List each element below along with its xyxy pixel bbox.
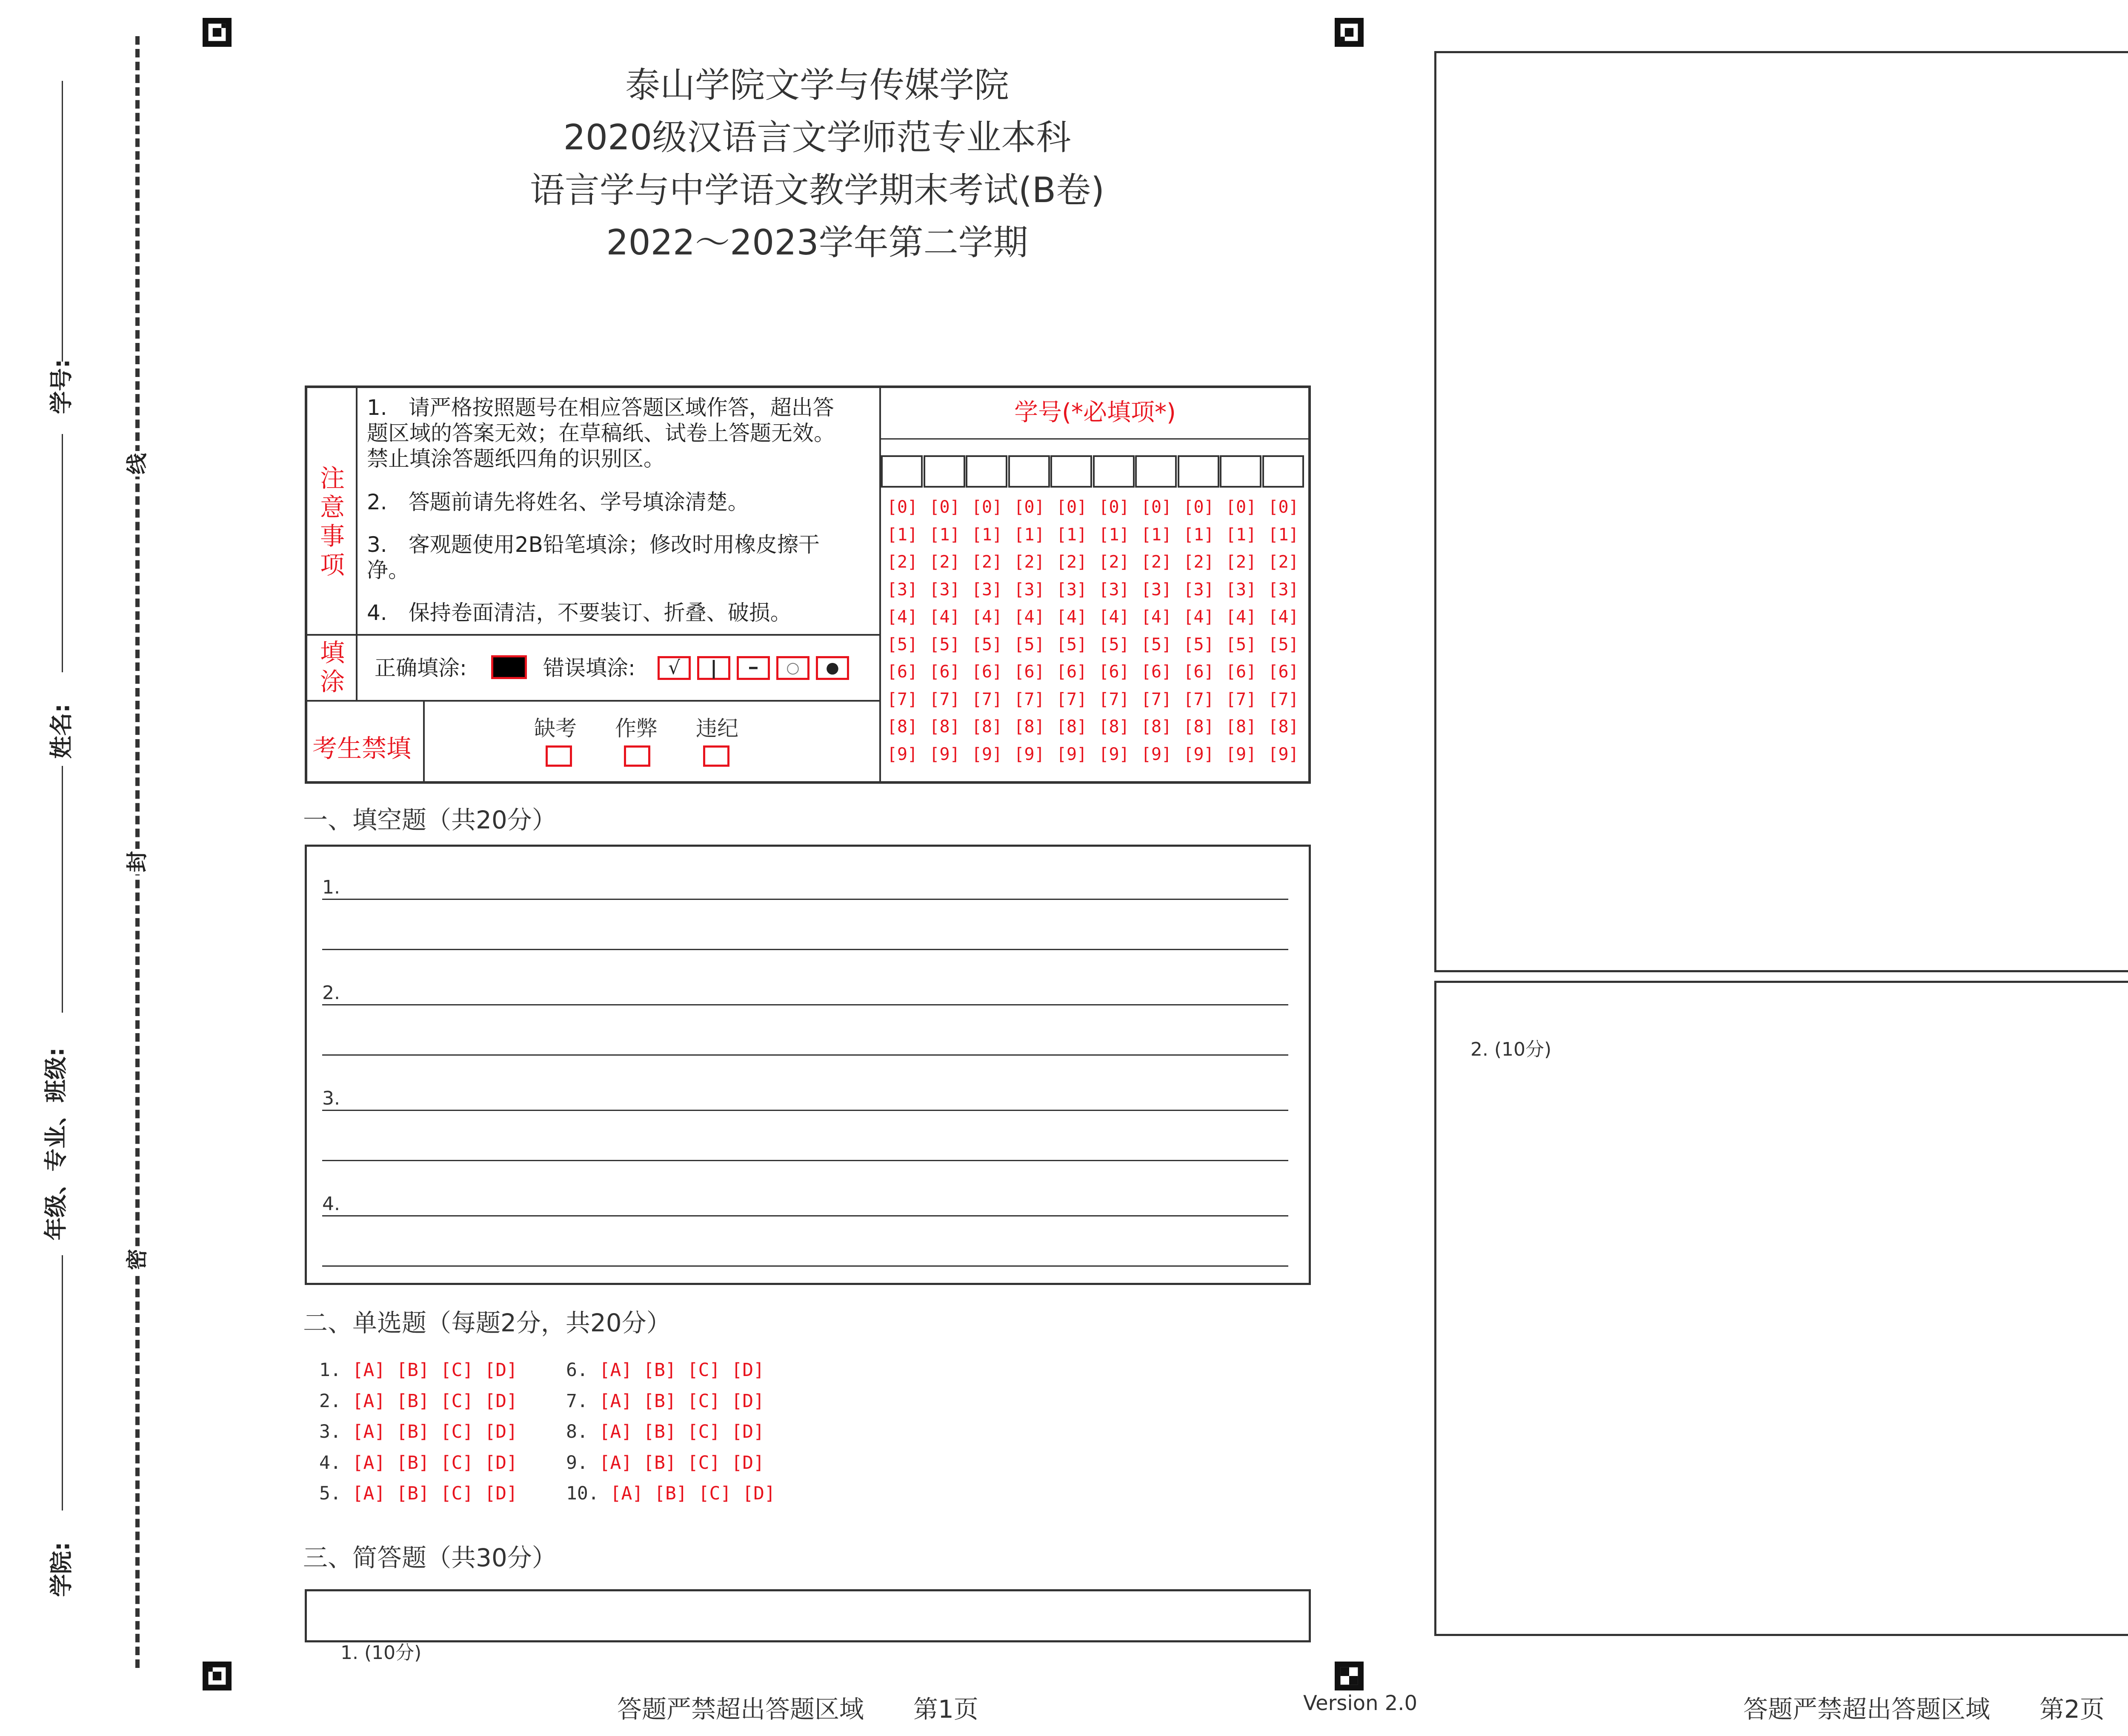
student-id-digit-column: [966, 494, 1008, 768]
student-id-digit-bubble[interactable]: [8]: [971, 717, 1003, 737]
seal-char-line: 线: [124, 451, 150, 477]
choice-options[interactable]: [A] [B] [C] [D]: [352, 1421, 518, 1442]
student-id-entry-cell[interactable]: [966, 455, 1007, 488]
footer-version: Version 2.0: [1303, 1691, 1418, 1715]
student-id-digit-bubble[interactable]: [7]: [1056, 689, 1087, 709]
student-id-digit-bubble[interactable]: [7]: [1183, 689, 1214, 709]
student-id-digit-bubble[interactable]: [1]: [1056, 525, 1087, 545]
student-id-digit-bubble[interactable]: [6]: [1183, 662, 1214, 682]
student-id-digit-bubble[interactable]: [2]: [1141, 552, 1172, 572]
student-id-digit-bubble[interactable]: [2]: [971, 552, 1003, 572]
student-id-entry-cell[interactable]: [881, 455, 923, 488]
student-id-digit-bubble[interactable]: [0]: [1183, 497, 1214, 517]
student-id-entry-cell[interactable]: [1262, 455, 1304, 488]
choice-question-row: [319, 1421, 518, 1442]
student-id-digit-bubble[interactable]: [4]: [1183, 607, 1214, 627]
student-id-digit-bubble[interactable]: [5]: [1014, 634, 1045, 654]
choice-options[interactable]: [A] [B] [C] [D]: [352, 1359, 518, 1381]
student-id-digit-bubble[interactable]: [2]: [1056, 552, 1087, 572]
choice-options[interactable]: [A] [B] [C] [D]: [352, 1390, 518, 1412]
section3-q1-label: 1. (10分): [340, 1642, 422, 1664]
choice-question-number: 1.: [319, 1359, 341, 1381]
section1-title: 一、填空题（共20分）: [303, 805, 557, 834]
student-id-digit-bubble[interactable]: [6]: [1098, 662, 1130, 682]
student-id-digit-bubble[interactable]: [8]: [1225, 717, 1257, 737]
student-id-entry-cell[interactable]: [1135, 455, 1177, 488]
student-id-digit-bubble[interactable]: [5]: [1141, 634, 1172, 654]
section3-title: 三、简答题（共30分）: [303, 1543, 557, 1572]
notice-item-4: 4. 保持卷面清洁，不要装订、折叠、破损。: [367, 600, 792, 625]
blank-2-label: 2.: [322, 982, 340, 1004]
student-id-digit-bubble[interactable]: [4]: [929, 607, 960, 627]
correct-fill-sample: [491, 655, 527, 679]
blank-2-line-a[interactable]: [322, 1004, 1288, 1005]
student-id-digit-bubble[interactable]: [0]: [1268, 497, 1299, 517]
student-id-digit-bubble[interactable]: [8]: [1014, 717, 1045, 737]
margin-label-class: 年级、专业、班级:: [42, 1047, 69, 1241]
corner-marker-top-left: [203, 18, 232, 47]
choice-question-number: 3.: [319, 1421, 341, 1442]
title-line-3: 语言学与中学语文教学期末考试(B卷): [529, 170, 1105, 211]
student-id-digit-bubble[interactable]: [9]: [1098, 744, 1130, 764]
title-line-1: 泰山学院文学与传媒学院: [625, 65, 1009, 106]
notice-forbidden-divider: [305, 700, 880, 702]
margin-label-name: 姓名:: [48, 703, 75, 759]
absent-label: 缺考: [534, 716, 577, 741]
choice-question-row: [566, 1452, 764, 1473]
margin-label-college: 学院:: [48, 1542, 75, 1597]
student-id-digit-bubble[interactable]: [9]: [929, 744, 960, 764]
section1-answer-box: [305, 845, 1311, 1285]
forbidden-label: 考生禁填: [312, 734, 412, 763]
student-id-digit-bubble[interactable]: [9]: [971, 744, 1003, 764]
choice-options[interactable]: [A] [B] [C] [D]: [352, 1452, 518, 1473]
student-id-digit-bubble[interactable]: [2]: [929, 552, 960, 572]
title-line-4: 2022～2023学年第二学期: [606, 223, 1028, 263]
student-id-digit-bubble[interactable]: [9]: [1056, 744, 1087, 764]
choice-question-row: [566, 1421, 764, 1442]
student-id-digit-bubble[interactable]: [1]: [1141, 525, 1172, 545]
student-id-digit-bubble[interactable]: [4]: [971, 607, 1003, 627]
student-id-digit-bubble[interactable]: [3]: [1056, 580, 1087, 600]
student-id-digit-bubble[interactable]: [6]: [1014, 662, 1045, 682]
student-id-digit-bubble[interactable]: [8]: [1183, 717, 1214, 737]
choice-question-number: 5.: [319, 1483, 341, 1504]
blank-2-line-b[interactable]: [322, 1054, 1288, 1056]
student-id-digit-bubble[interactable]: [1]: [1225, 525, 1257, 545]
student-id-digit-bubble[interactable]: [3]: [1268, 580, 1299, 600]
student-id-digit-bubble[interactable]: [7]: [1268, 689, 1299, 709]
fill-heading: 填 涂: [320, 638, 345, 696]
student-id-digit-bubble[interactable]: [3]: [1098, 580, 1130, 600]
student-id-digit-bubble[interactable]: [2]: [1183, 552, 1214, 572]
student-id-digit-bubble[interactable]: [0]: [929, 497, 960, 517]
student-id-digit-bubble[interactable]: [4]: [1014, 607, 1045, 627]
wrong-fill-dash: ━: [737, 656, 770, 680]
choice-question-row: [566, 1483, 775, 1504]
student-id-digit-bubble[interactable]: [4]: [1141, 607, 1172, 627]
student-id-digit-bubble[interactable]: [7]: [929, 689, 960, 709]
student-id-digit-bubble[interactable]: [7]: [1225, 689, 1257, 709]
student-id-digit-bubble[interactable]: [7]: [1098, 689, 1130, 709]
student-id-digit-bubble[interactable]: [7]: [1141, 689, 1172, 709]
student-id-digit-bubble[interactable]: [4]: [1056, 607, 1087, 627]
section3-q1-box[interactable]: [305, 1589, 1311, 1642]
blank-1-label: 1.: [322, 877, 340, 898]
corner-marker-top-center: [1335, 18, 1364, 47]
student-id-digit-bubble[interactable]: [8]: [1268, 717, 1299, 737]
student-id-digit-bubble[interactable]: [7]: [971, 689, 1003, 709]
notice-fill-divider: [305, 634, 880, 636]
student-id-digit-bubble[interactable]: [2]: [1225, 552, 1257, 572]
student-id-digit-bubble[interactable]: [3]: [1183, 580, 1214, 600]
student-id-digit-bubble[interactable]: [1]: [1183, 525, 1214, 545]
footer-page2: 答题严禁超出答题区域 第2页: [1743, 1695, 2105, 1724]
choice-options[interactable]: [A] [B] [C] [D]: [599, 1359, 764, 1381]
student-id-digit-column: [1008, 494, 1051, 768]
blank-4-line-b[interactable]: [322, 1265, 1288, 1267]
student-id-digit-bubble[interactable]: [6]: [1141, 662, 1172, 682]
blank-4-line-a[interactable]: [322, 1215, 1288, 1216]
notice-item-1: 1. 请严格按照题号在相应答题区域作答，超出答题区域的答案无效；在草稿纸、试卷上答题无效。禁止填涂答题纸四角的识别区。: [367, 395, 835, 471]
student-id-digit-bubble[interactable]: [8]: [929, 717, 960, 737]
student-id-digit-bubble[interactable]: [0]: [1056, 497, 1087, 517]
student-id-digit-bubble[interactable]: [3]: [971, 580, 1003, 600]
violation-label: 违纪: [696, 716, 738, 741]
blank-4-label: 4.: [322, 1193, 340, 1215]
student-id-digit-bubble[interactable]: [6]: [971, 662, 1003, 682]
student-id-digit-bubble[interactable]: [1]: [1098, 525, 1130, 545]
student-id-entry-cell[interactable]: [1050, 455, 1092, 488]
student-id-digit-bubble[interactable]: [2]: [1014, 552, 1045, 572]
choice-options[interactable]: [A] [B] [C] [D]: [610, 1483, 775, 1504]
college-write-line: [62, 1255, 63, 1510]
student-id-entry-cell[interactable]: [1093, 455, 1135, 488]
student-id-digit-bubble[interactable]: [4]: [1268, 607, 1299, 627]
student-id-digit-bubble[interactable]: [1]: [1014, 525, 1045, 545]
notice-heading-divider: [356, 385, 358, 700]
choice-options[interactable]: [A] [B] [C] [D]: [599, 1421, 764, 1442]
student-id-digit-bubble[interactable]: [2]: [887, 552, 918, 572]
margin-label-student-id: 学号:: [48, 359, 75, 414]
student-id-digit-bubble[interactable]: [0]: [971, 497, 1003, 517]
student-id-entry-cell[interactable]: [1220, 455, 1261, 488]
choice-question-number: 10.: [566, 1483, 599, 1504]
student-id-digit-bubble[interactable]: [6]: [1225, 662, 1257, 682]
wrong-fill-dot: ●: [816, 656, 849, 680]
notice-item-3: 3. 客观题使用2B铅笔填涂；修改时用橡皮擦干净。: [367, 532, 820, 582]
blank-3-label: 3.: [322, 1088, 340, 1109]
student-id-digit-bubble[interactable]: [3]: [1225, 580, 1257, 600]
choice-question-row: [566, 1359, 764, 1381]
blank-3-line-b[interactable]: [322, 1160, 1288, 1161]
section2-title: 二、单选题（每题2分，共20分）: [303, 1308, 671, 1337]
choice-question-row: [319, 1452, 518, 1473]
student-id-digit-bubble[interactable]: [5]: [1183, 634, 1214, 654]
choice-question-number: 4.: [319, 1452, 341, 1473]
wrong-fill-bar: |: [697, 656, 730, 680]
student-id-digit-bubble[interactable]: [8]: [1098, 717, 1130, 737]
student-id-digit-bubble[interactable]: [5]: [1098, 634, 1130, 654]
student-id-digit-bubble[interactable]: [6]: [887, 662, 918, 682]
choice-question-number: 9.: [566, 1452, 588, 1473]
student-id-entry-cell[interactable]: [924, 455, 965, 488]
wrong-fill-circle: ○: [776, 656, 809, 680]
student-id-digit-bubble[interactable]: [2]: [1098, 552, 1130, 572]
student-id-digit-bubble[interactable]: [0]: [1014, 497, 1045, 517]
student-id-digit-bubble[interactable]: [0]: [1225, 497, 1257, 517]
name-write-line: [62, 434, 63, 672]
student-id-digit-bubble[interactable]: [8]: [887, 717, 918, 737]
notice-heading: 注 意 事 项: [320, 464, 345, 580]
student-id-digit-bubble[interactable]: [5]: [929, 634, 960, 654]
student-id-digit-bubble[interactable]: [4]: [1098, 607, 1130, 627]
student-id-digit-bubble[interactable]: [4]: [1225, 607, 1257, 627]
student-id-digit-bubble[interactable]: [5]: [1056, 634, 1087, 654]
student-id-digit-bubble[interactable]: [8]: [1056, 717, 1087, 737]
blank-1-line-b[interactable]: [322, 949, 1288, 950]
corner-marker-bottom-left: [203, 1662, 232, 1690]
choice-question-number: 2.: [319, 1390, 341, 1412]
choice-question-number: 8.: [566, 1421, 588, 1442]
student-id-digit-bubble[interactable]: [3]: [1014, 580, 1045, 600]
class-write-line: [62, 766, 63, 1013]
cheating-checkbox[interactable]: [624, 745, 650, 767]
choice-question-row: [319, 1391, 518, 1412]
student-id-digit-column: [881, 494, 924, 768]
choice-question-number: 6.: [566, 1359, 588, 1381]
title-line-2: 2020级汉语言文学师范专业本科: [563, 117, 1071, 158]
student-id-digit-bubble[interactable]: [9]: [1014, 744, 1045, 764]
student-id-digit-column: [1050, 494, 1093, 768]
student-id-digit-bubble[interactable]: [7]: [1014, 689, 1045, 709]
page2-q2-answer-box[interactable]: [1434, 981, 2128, 1636]
student-id-digit-bubble[interactable]: [9]: [1141, 744, 1172, 764]
student-id-digit-bubble[interactable]: [5]: [1268, 634, 1299, 654]
student-id-digit-bubble[interactable]: [4]: [887, 607, 918, 627]
student-id-digit-column: [924, 494, 966, 768]
blank-1-line-a[interactable]: [322, 899, 1288, 900]
notice-item-2: 2. 答题前请先将姓名、学号填涂清楚。: [367, 490, 749, 514]
student-id-digit-bubble[interactable]: [3]: [887, 580, 918, 600]
student-id-digit-bubble[interactable]: [9]: [887, 744, 918, 764]
student-id-digit-bubble[interactable]: [2]: [1268, 552, 1299, 572]
choice-options[interactable]: [A] [B] [C] [D]: [352, 1483, 518, 1504]
choice-options[interactable]: [A] [B] [C] [D]: [599, 1390, 764, 1412]
student-id-digit-bubble[interactable]: [6]: [929, 662, 960, 682]
choice-question-number: 7.: [566, 1390, 588, 1412]
student-id-digit-bubble[interactable]: [5]: [1225, 634, 1257, 654]
student-id-write-line: [62, 81, 63, 362]
student-id-digit-bubble[interactable]: [3]: [1141, 580, 1172, 600]
student-id-digit-bubble[interactable]: [1]: [971, 525, 1003, 545]
forbidden-divider: [423, 700, 425, 783]
student-id-digit-bubble[interactable]: [0]: [1098, 497, 1130, 517]
page2-q2-label: 2. (10分): [1470, 1039, 1552, 1060]
seal-char-seal: 封: [124, 849, 150, 874]
student-id-digit-bubble[interactable]: [8]: [1141, 717, 1172, 737]
student-id-digit-bubble[interactable]: [6]: [1056, 662, 1087, 682]
student-id-digit-column: [1093, 494, 1136, 768]
student-id-digit-bubble[interactable]: [3]: [929, 580, 960, 600]
student-id-entry-cell[interactable]: [1178, 455, 1219, 488]
corner-marker-bottom-center: [1335, 1662, 1364, 1690]
choice-question-row: [566, 1391, 764, 1412]
student-id-digit-column: [1135, 494, 1178, 768]
choice-question-row: [319, 1483, 518, 1504]
student-id-digit-bubble[interactable]: [1]: [1268, 525, 1299, 545]
student-id-digit-bubble[interactable]: [6]: [1268, 662, 1299, 682]
student-id-entry-cell[interactable]: [1008, 455, 1050, 488]
student-id-label: 学号(*必填项*): [1014, 399, 1176, 426]
seal-char-secret: 密: [124, 1247, 150, 1272]
student-id-underline: [881, 438, 1309, 440]
choice-question-row: [319, 1359, 518, 1381]
student-id-digit-bubble[interactable]: [9]: [1183, 744, 1214, 764]
student-id-digit-column: [1220, 494, 1262, 768]
blank-3-line-a[interactable]: [322, 1110, 1288, 1111]
student-id-digit-column: [1262, 494, 1305, 768]
absent-checkbox[interactable]: [546, 745, 572, 767]
student-id-digit-bubble[interactable]: [9]: [1225, 744, 1257, 764]
student-id-digit-bubble[interactable]: [9]: [1268, 744, 1299, 764]
page2-q1-continuation-box[interactable]: [1434, 51, 2128, 972]
footer-page1: 答题严禁超出答题区域 第1页: [617, 1695, 978, 1724]
wrong-fill-check: √: [658, 656, 691, 680]
student-id-digit-bubble[interactable]: [1]: [887, 525, 918, 545]
cheating-label: 作弊: [615, 716, 658, 741]
violation-checkbox[interactable]: [703, 745, 729, 767]
student-id-digit-bubble[interactable]: [5]: [971, 634, 1003, 654]
student-id-digit-column: [1178, 494, 1220, 768]
student-id-digit-bubble[interactable]: [0]: [1141, 497, 1172, 517]
student-id-digit-bubble[interactable]: [7]: [887, 689, 918, 709]
student-id-digit-bubble[interactable]: [5]: [887, 634, 918, 654]
choice-options[interactable]: [A] [B] [C] [D]: [599, 1452, 764, 1473]
student-id-digit-bubble[interactable]: [1]: [929, 525, 960, 545]
wrong-fill-label: 错误填涂:: [543, 656, 635, 680]
student-id-digit-bubble[interactable]: [0]: [887, 497, 918, 517]
correct-fill-label: 正确填涂:: [375, 656, 467, 680]
